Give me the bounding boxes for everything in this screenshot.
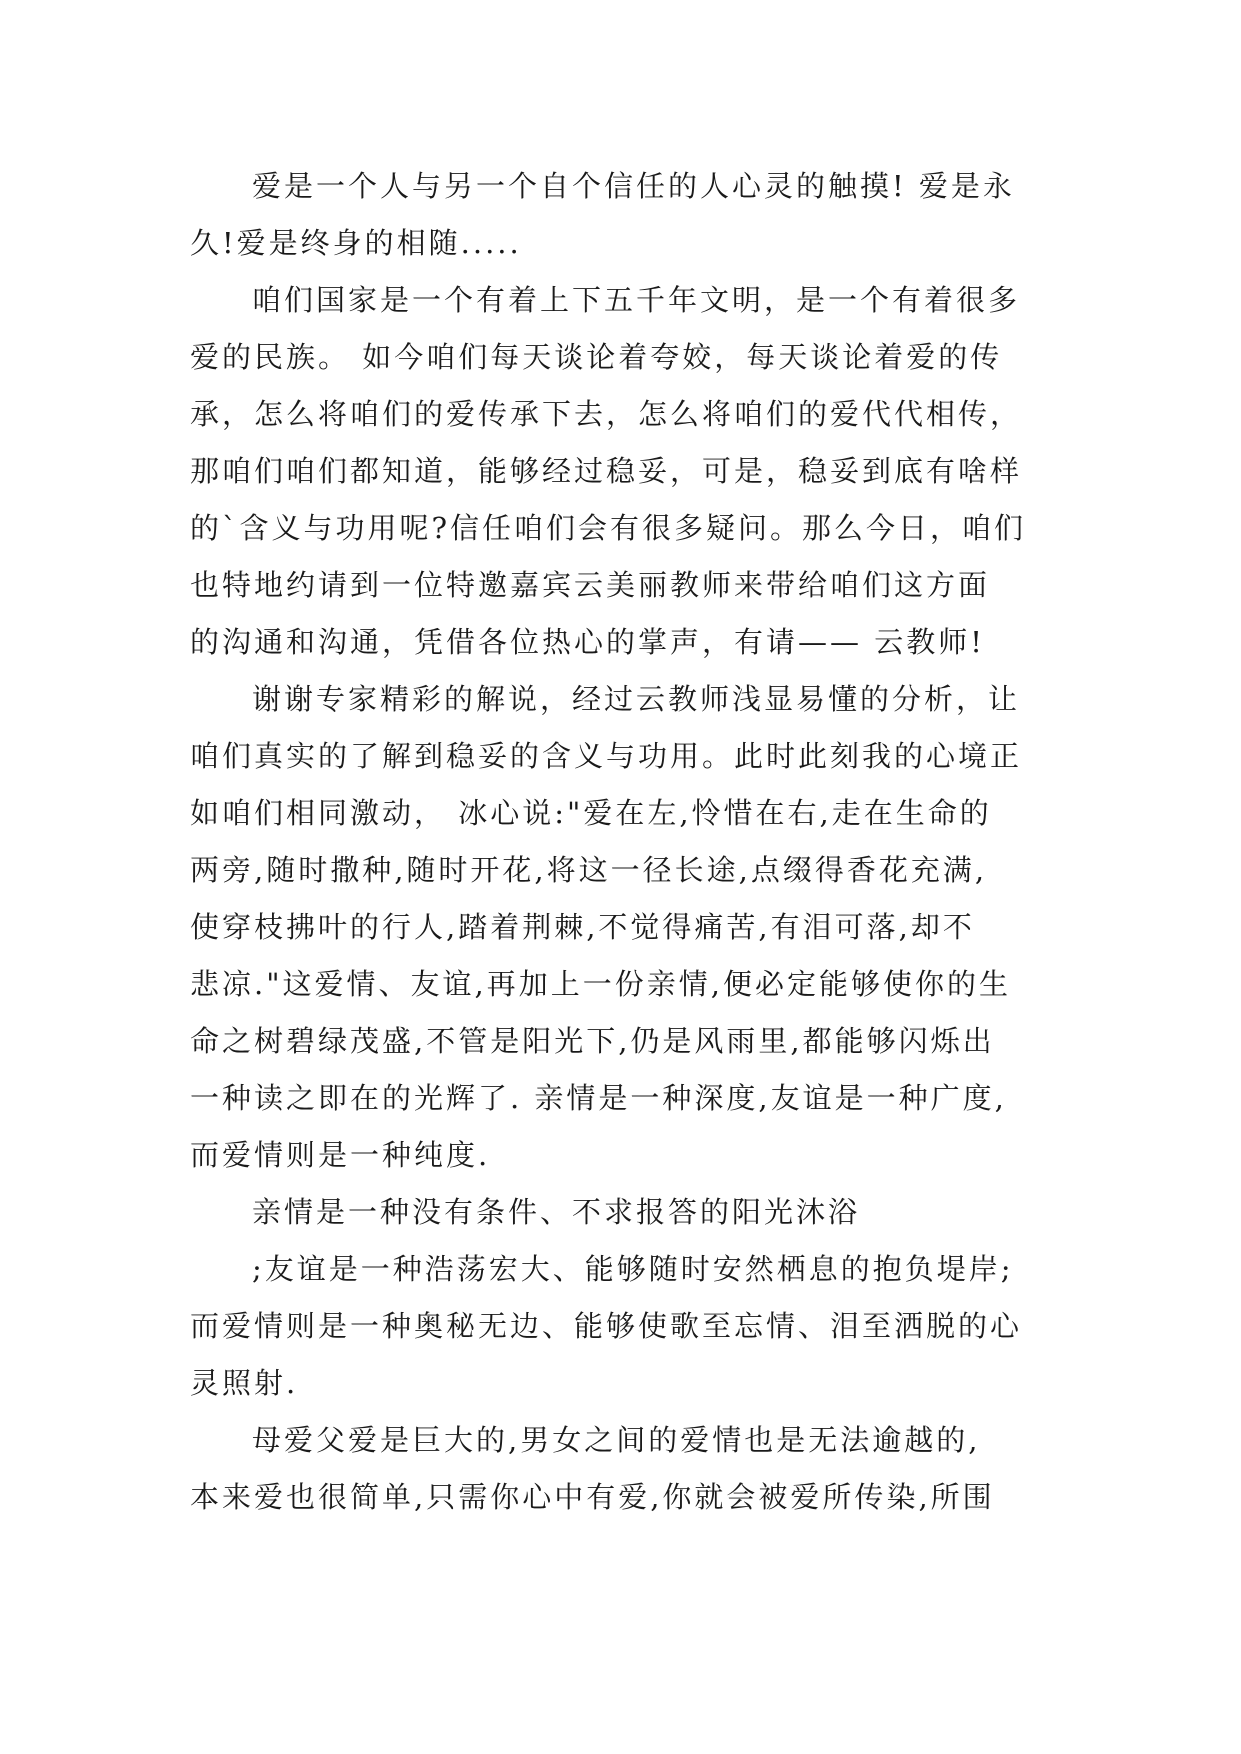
- text-line: 谢谢专家精彩的解说，经过云教师浅显易懂的分析，让: [252, 682, 1021, 716]
- text-line: 承，怎么将咱们的爱传承下去，怎么将咱们的爱代代相传，: [190, 397, 1023, 431]
- text-line: 亲情是一种没有条件、不求报答的阳光沐浴: [252, 1195, 861, 1229]
- text-line: 命之树碧绿茂盛,不管是阳光下,仍是风雨里,都能够闪烁出: [190, 1024, 995, 1058]
- text-line: 咱们真实的了解到稳妥的含义与功用。此时此刻我的心境正: [190, 739, 1023, 773]
- text-line: 而爱情则是一种纯度.: [190, 1138, 491, 1172]
- text-line: 爱的民族。 如今咱们每天谈论着夸姣，每天谈论着爱的传: [190, 340, 1003, 374]
- text-line: 本来爱也很简单,只需你心中有爱,你就会被爱所传染,所围: [190, 1480, 995, 1514]
- text-line: 久!爱是终身的相随.....: [190, 226, 522, 260]
- text-line: 而爱情则是一种奥秘无边、能够使歌至忘情、泪至洒脱的心: [190, 1309, 1023, 1343]
- text-line: 也特地约请到一位特邀嘉宾云美丽教师来带给咱们这方面: [190, 568, 991, 602]
- text-line: 悲凉."这爱情、友谊,再加上一份亲情,便必定能够使你的生: [190, 967, 1011, 1001]
- text-line: 那咱们咱们都知道，能够经过稳妥，可是，稳妥到底有啥样: [190, 454, 1023, 488]
- text-line: 爱是一个人与另一个自个信任的人心灵的触摸! 爱是永: [252, 169, 1015, 203]
- paragraph-love-definition: [190, 158, 1060, 272]
- paragraph-parental-love: [190, 1412, 1060, 1526]
- text-line: 两旁,随时撒种,随时开花,将这一径长途,点缀得香花充满,: [190, 853, 988, 887]
- text-line: ;友谊是一种浩荡宏大、能够随时安然栖息的抱负堤岸;: [252, 1252, 1014, 1286]
- text-line: 的沟通和沟通，凭借各位热心的掌声，有请—— 云教师!: [190, 625, 985, 659]
- text-line: 一种读之即在的光辉了. 亲情是一种深度,友谊是一种广度,: [190, 1081, 1007, 1115]
- text-line: 使穿枝拂叶的行人,踏着荆棘,不觉得痛苦,有泪可落,却不: [190, 910, 975, 944]
- text-line: 母爱父爱是巨大的,男女之间的爱情也是无法逾越的,: [252, 1423, 981, 1457]
- text-line: 灵照射.: [190, 1366, 299, 1400]
- paragraph-thanks: [190, 671, 1060, 1184]
- paragraph-friendship: [190, 1241, 1060, 1412]
- text-line: 如咱们相同激动， 冰心说:"爱在左,怜惜在右,走在生命的: [190, 796, 992, 830]
- text-line: 的`含义与功用呢?信任咱们会有很多疑问。那么今日，咱们: [190, 511, 1027, 545]
- document-body: [190, 158, 1060, 1526]
- paragraph-family-love: [190, 1184, 1060, 1241]
- text-line: 咱们国家是一个有着上下五千年文明，是一个有着很多: [252, 283, 1021, 317]
- paragraph-introduction: [190, 272, 1060, 671]
